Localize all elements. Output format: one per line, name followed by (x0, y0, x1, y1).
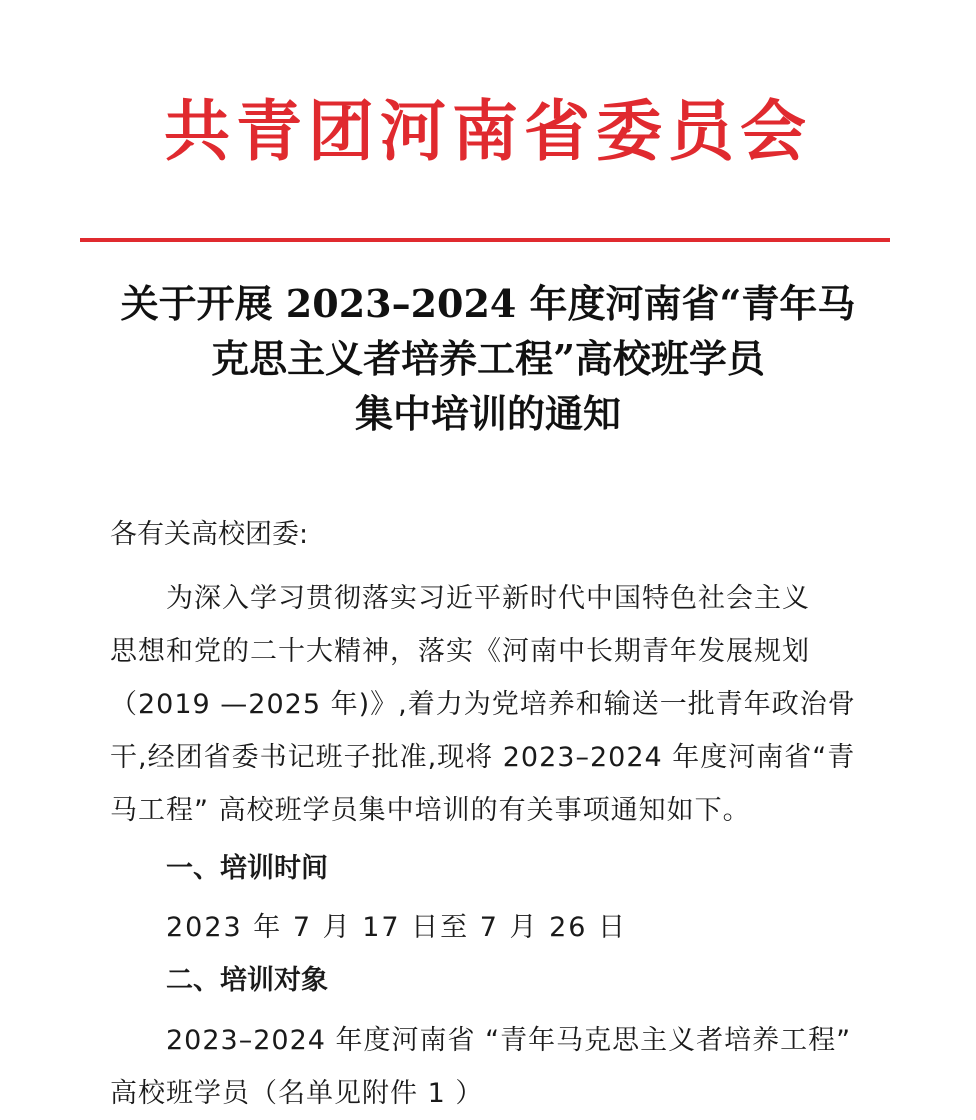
document-title (60, 276, 916, 441)
title-line-2: 克思主义者培养工程”高校班学员 (211, 336, 765, 381)
section-heading-training-targets: 二、培训对象 (166, 965, 328, 996)
training-date: 2023 年 7 月 17 日至 7 月 26 日 (166, 912, 628, 943)
targets-line-2: 高校班学员（名单见附件 1 ） (110, 1078, 484, 1109)
intro-line-3: （2019 —2025 年)》,着力为党培养和输送一批青年政治骨 (110, 689, 856, 720)
intro-paragraph (110, 572, 880, 837)
targets-line-1: 2023–2024 年度河南省 “青年马克思主义者培养工程” (166, 1025, 852, 1056)
salutation: 各有关高校团委: (110, 519, 309, 550)
intro-line-2: 思想和党的二十大精神，落实《河南中长期青年发展规划 (110, 636, 810, 667)
letterhead-org-name: 共青团河南省委员会 (164, 93, 812, 170)
intro-line-5: 马工程” 高校班学员集中培训的有关事项通知如下。 (110, 795, 751, 826)
title-line-1: 关于开展 2023–2024 年度河南省“青年马 (120, 281, 856, 326)
intro-line-1: 为深入学习贯彻落实习近平新时代中国特色社会主义 (166, 583, 810, 614)
title-line-3: 集中培训的通知 (354, 391, 621, 436)
training-targets-paragraph (110, 1014, 880, 1120)
section-heading-training-time: 一、培训时间 (166, 853, 328, 884)
letterhead-red-rule (80, 238, 890, 242)
intro-line-4: 干,经团省委书记班子批准,现将 2023–2024 年度河南省“青 (110, 742, 856, 773)
